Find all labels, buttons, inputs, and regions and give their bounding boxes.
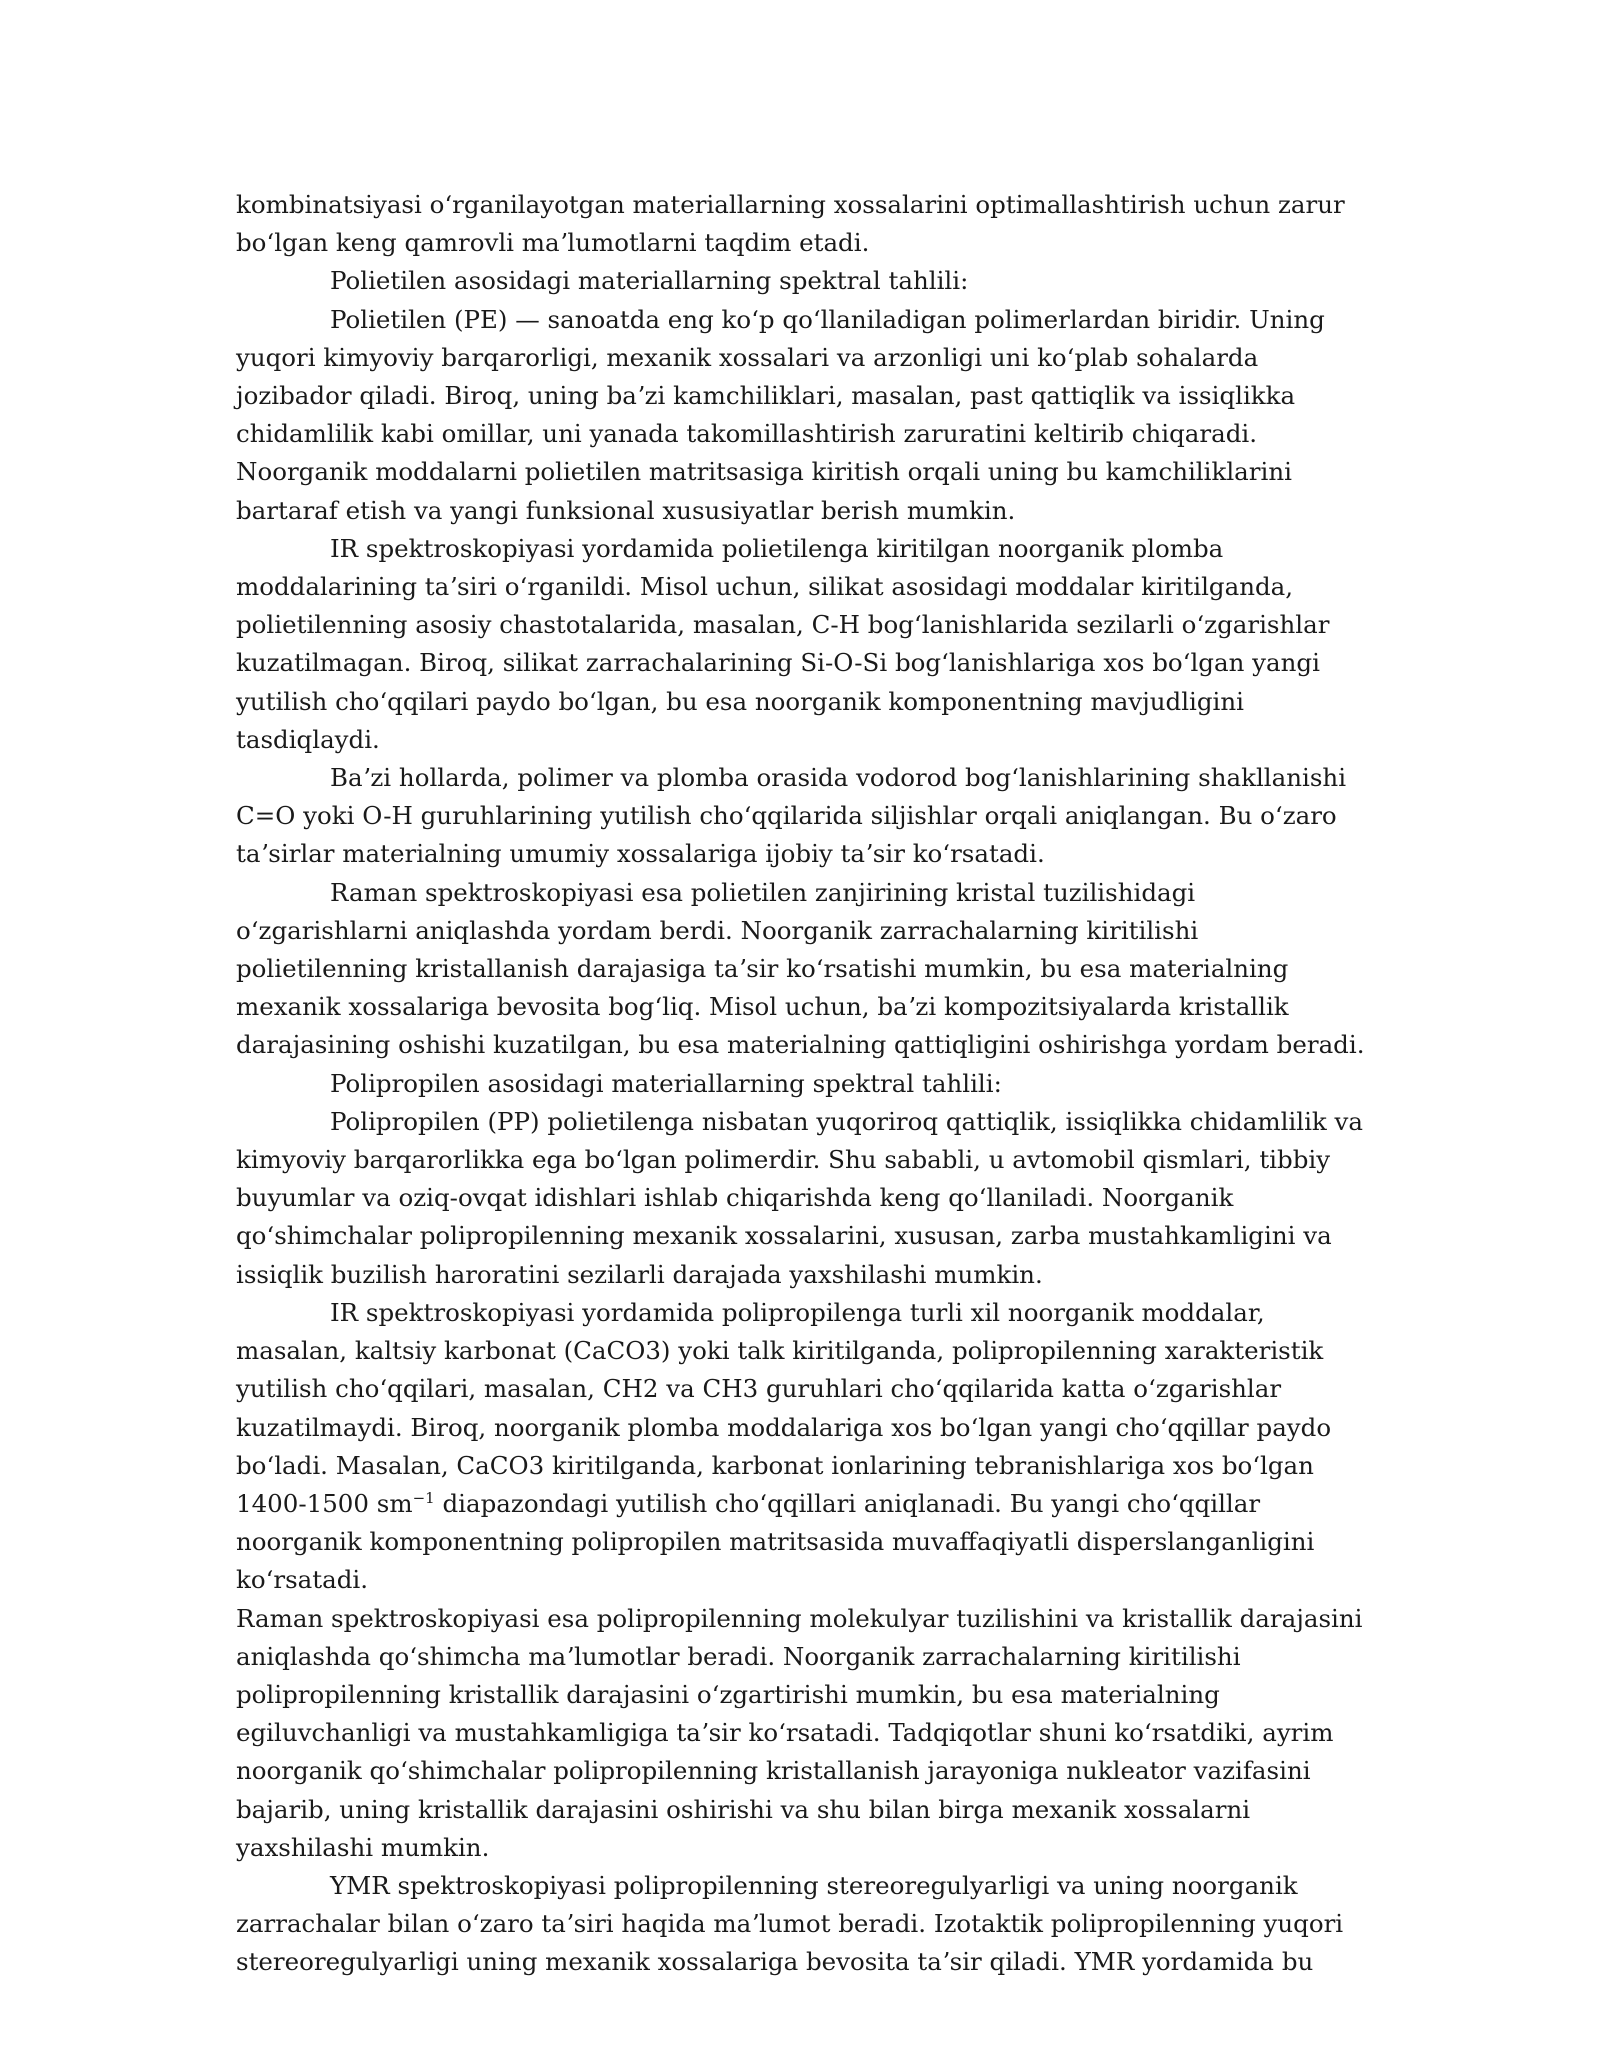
section-heading-polyethylene: Polietilen asosidagi materiallarning spektral tahlili:: [330, 266, 969, 296]
paragraph-text-continued: diapazondagi yutilish choʻqqillari aniqlanadi. Bu yangi choʻqqillar noorganik komponentning polipropilen matritsasida muvaffaqiyatli disperslanganligini koʻrsatadi.: [236, 1488, 1315, 1595]
paragraph: Raman spektroskopiyasi esa polietilen zanjirining kristal tuzilishidagi oʻzgarishlarni aniqlashda yordam berdi. Noorganik zarrachalarning kiritilishi polietilenning kristallanish darajasiga taʼsir koʻrsatishi mumkin, bu esa materialning mexanik xossalariga bevosita bogʻliq. Misol uchun, baʼzi kompozitsiyalarda kristallik darajasining oshishi kuzatilgan, bu esa materialning qattiqligini oshirishga yordam beradi.: [236, 877, 1365, 1060]
paragraph: IR spektroskopiyasi yordamida polietilenga kiritilgan noorganik plomba moddalarining taʼsiri oʻrganildi. Misol uchun, silikat asosidagi moddalar kiritilganda, polietilenning asosiy chastotalarida, masalan, C-H bogʻlanishlarida sezilarli oʻzgarishlar kuzatilmagan. Biroq, silikat zarrachalarining Si-O-Si bogʻlanishlariga xos boʻlgan yangi yutilish choʻqqilari paydo boʻlgan, bu esa noorganik komponentning mavjudligini tasdiqlaydi.: [236, 533, 1330, 754]
paragraph: Polipropilen (PP) polietilenga nisbatan yuqoriroq qattiqlik, issiqlikka chidamlilik va kimyoviy barqarorlikka ega boʻlgan polimerdir. Shu sababli, u avtomobil qismlari, tibbiy buyumlar va oziq-ovqat idishlari ishlab chiqarishda keng qoʻllaniladi. Noorganik qoʻshimchalar polipropilenning mexanik xossalarini, xususan, zarba mustahkamligini va issiqlik buzilish haroratini sezilarli darajada yaxshilashi mumkin.: [236, 1106, 1363, 1289]
paragraph: kombinatsiyasi oʻrganilayotgan materiallarning xossalarini optimallashtirish uchun zarur boʻlgan keng qamrovli maʼlumotlarni taqdim etadi.: [236, 190, 1345, 258]
superscript: −1: [412, 1488, 435, 1507]
paragraph: [236, 1294, 1366, 1600]
paragraph: Raman spektroskopiyasi esa polipropilenning molekulyar tuzilishini va kristallik darajasini aniqlashda qoʻshimcha maʼlumotlar beradi. Noorganik zarrachalarning kiritilishi polipropilenning kristallik darajasini oʻzgartirishi mumkin, bu esa materialning egiluvchanligi va mustahkamligiga taʼsir koʻrsatadi. Tadqiqotlar shuni koʻrsatdiki, ayrim noorganik qoʻshimchalar polipropilenning kristallanish jarayoniga nukleator vazifasini bajarib, uning kristallik darajasini oshirishi va shu bilan birga mexanik xossalarni yaxshilashi mumkin.: [236, 1603, 1363, 1862]
section-heading-polypropylene: Polipropilen asosidagi materiallarning spektral tahlili:: [330, 1068, 1002, 1098]
paragraph: Polietilen (PE) — sanoatda eng koʻp qoʻllaniladigan polimerlardan biridir. Uning yuqori kimyoviy barqarorligi, mexanik xossalari va arzonligi uni koʻplab sohalarda jozibador qiladi. Biroq, uning baʼzi kamchiliklari, masalan, past qattiqlik va issiqlikka chidamlilik kabi omillar, uni yanada takomillashtirish zaruratini keltirib chiqaradi. Noorganik moddalarni polietilen matritsasiga kiritish orqali uning bu kamchiliklarini bartaraf etish va yangi funksional xususiyatlar berish mumkin.: [236, 304, 1325, 525]
paragraph: Baʼzi hollarda, polimer va plomba orasida vodorod bogʻlanishlarining shakllanishi C=O yoki O-H guruhlarining yutilish choʻqqilarida siljishlar orqali aniqlangan. Bu oʻzaro taʼsirlar materialning umumiy xossalariga ijobiy taʼsir koʻrsatadi.: [236, 763, 1347, 869]
document-body: [236, 186, 1366, 1982]
paragraph-text: IR spektroskopiyasi yordamida polipropilenga turli xil noorganik moddalar, masalan, kaltsiy karbonat (CaCO3) yoki talk kiritilganda, polipropilenning xarakteristik yutilish choʻqqilari, masalan, CH2 va CH3 guruhlari choʻqqilarida katta oʻzgarishlar kuzatilmaydi. Biroq, noorganik plomba moddalariga xos boʻlgan yangi choʻqqillar paydo boʻladi. Masalan, CaCO3 kiritilganda, karbonat ionlarining tebranishlariga xos boʻlgan 1400-1500 sm: [236, 1297, 1332, 1518]
paragraph: YMR spektroskopiyasi polipropilenning stereoregulyarligi va uning noorganik zarrachalar bilan oʻzaro taʼsiri haqida maʼlumot beradi. Izotaktik polipropilenning yuqori stereoregulyarligi uning mexanik xossalariga bevosita taʼsir qiladi. YMR yordamida bu: [236, 1870, 1344, 1977]
